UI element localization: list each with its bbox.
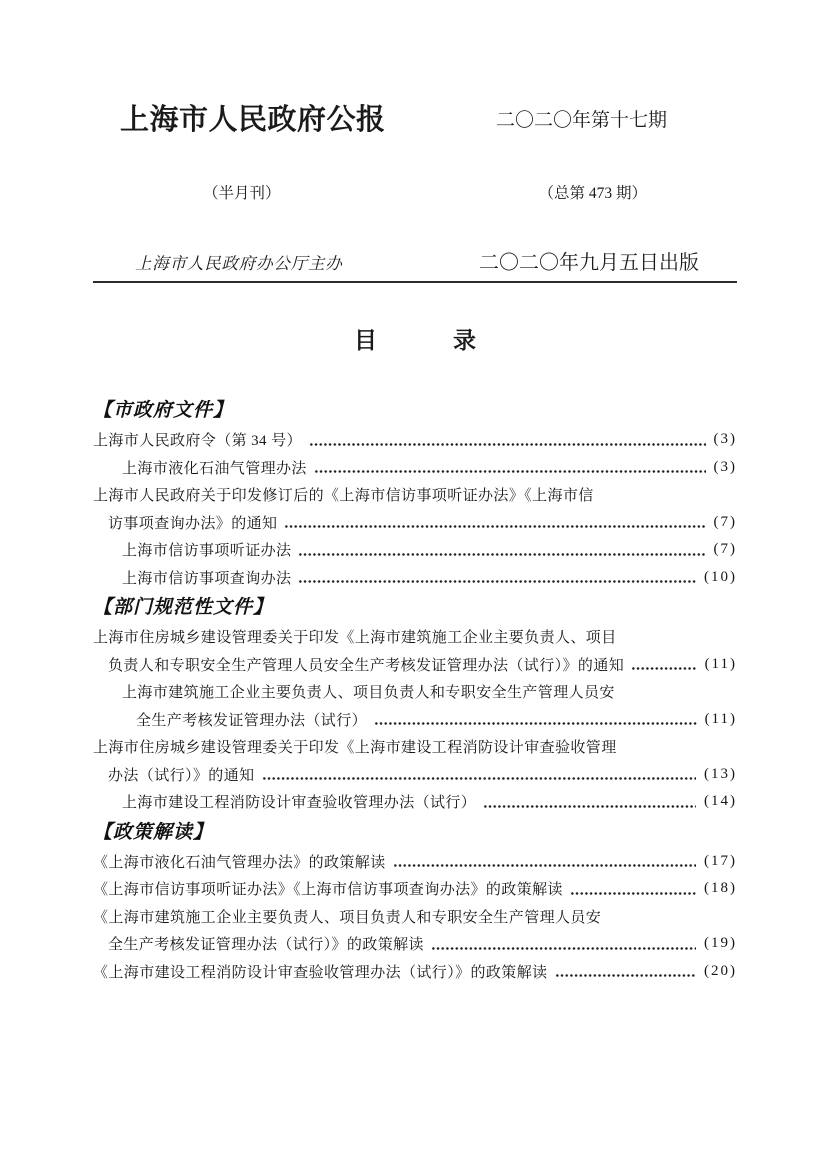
section-heading: 【市政府文件】 bbox=[93, 400, 234, 421]
toc-entry-line bbox=[93, 678, 737, 706]
masthead bbox=[93, 102, 737, 283]
dot-leader bbox=[431, 947, 696, 950]
dot-leader bbox=[314, 470, 706, 473]
toc-entry-text: 负责人和专职安全生产管理人员安全生产考核发证管理办法（试行）》的通知 bbox=[108, 657, 625, 674]
toc-entry-text: 《上海市建设工程消防设计审查验收管理办法（试行）》的政策解读 bbox=[93, 964, 548, 981]
masthead-divider-rule bbox=[93, 281, 737, 283]
toc-entry-text: 上海市人民政府令（第 34 号） bbox=[93, 433, 302, 450]
toc-section bbox=[93, 396, 737, 591]
toc-entry-text: 办法（试行）》的通知 bbox=[108, 767, 255, 784]
page-number: (7) bbox=[713, 513, 737, 530]
masthead-row-publisher bbox=[93, 252, 737, 275]
page-number: (17) bbox=[704, 852, 737, 869]
dot-leader bbox=[631, 667, 696, 670]
toc-entry-line bbox=[93, 930, 737, 958]
toc-entry-line bbox=[93, 564, 737, 592]
dot-leader bbox=[298, 553, 705, 556]
toc-entry-line bbox=[93, 623, 737, 651]
page-number: (11) bbox=[704, 710, 737, 727]
page-number: (3) bbox=[713, 458, 737, 475]
toc-sections bbox=[93, 396, 737, 985]
toc-entry-line bbox=[93, 509, 737, 537]
section-heading: 【部门规范性文件】 bbox=[93, 597, 274, 618]
page-number: (10) bbox=[704, 568, 737, 585]
dot-leader bbox=[393, 864, 696, 867]
publish-date-label: 二〇二〇年九月五日出版 bbox=[479, 252, 699, 274]
toc-entry-text: 上海市建筑施工企业主要负责人、项目负责人和专职安全生产管理人员安 bbox=[122, 685, 615, 702]
toc-entry-line bbox=[93, 481, 737, 509]
toc-section bbox=[93, 593, 737, 816]
dot-leader bbox=[309, 443, 706, 446]
page-number: (7) bbox=[713, 541, 737, 558]
frequency-label: （半月刊） bbox=[203, 185, 281, 202]
toc-entry-line bbox=[93, 903, 737, 931]
dot-leader bbox=[298, 580, 696, 583]
dot-leader bbox=[262, 777, 696, 780]
page-number: (3) bbox=[713, 431, 737, 448]
toc-entry-text: 《上海市建筑施工企业主要负责人、项目负责人和专职安全生产管理人员安 bbox=[93, 909, 602, 926]
dot-leader bbox=[570, 892, 696, 895]
section-rows bbox=[93, 848, 737, 986]
toc-entry-line bbox=[93, 875, 737, 903]
masthead-row-frequency bbox=[93, 183, 737, 205]
toc-entry-line bbox=[93, 848, 737, 876]
toc-entry-text: 访事项查询办法》的通知 bbox=[108, 515, 278, 532]
section-rows bbox=[93, 426, 737, 591]
toc-entry-text: 上海市住房城乡建设管理委关于印发《上海市建筑施工企业主要负责人、项目 bbox=[93, 630, 617, 647]
section-heading: 【政策解读】 bbox=[93, 821, 214, 843]
toc-entry-text: 上海市信访事项听证办法 bbox=[122, 543, 292, 560]
page-number: (13) bbox=[704, 765, 737, 782]
toc-entry-text: 全生产考核发证管理办法（试行）》的政策解读 bbox=[108, 937, 424, 954]
toc-entry-line bbox=[93, 426, 737, 454]
masthead-row-title bbox=[93, 102, 737, 138]
toc-entry-text: 全生产考核发证管理办法（试行） bbox=[136, 712, 368, 729]
toc-entry-line bbox=[93, 788, 737, 816]
toc-entry-text: 上海市住房城乡建设管理委关于印发《上海市建设工程消防设计审查验收管理 bbox=[93, 740, 617, 757]
page-number: (19) bbox=[704, 935, 737, 952]
page-content bbox=[93, 0, 737, 985]
toc-entry-line bbox=[93, 761, 737, 789]
page-number: (20) bbox=[704, 962, 737, 979]
toc-section bbox=[93, 818, 737, 986]
dot-leader bbox=[374, 722, 697, 725]
toc-entry-line bbox=[93, 733, 737, 761]
dot-leader bbox=[555, 974, 696, 977]
section-rows bbox=[93, 623, 737, 816]
toc-entry-line bbox=[93, 536, 737, 564]
toc-entry-text: 《上海市信访事项听证办法》《上海市信访事项查询办法》的政策解读 bbox=[93, 882, 563, 899]
toc-entry-line bbox=[93, 958, 737, 986]
toc-entry-text: 上海市液化石油气管理办法 bbox=[122, 460, 307, 477]
toc-entry-line bbox=[93, 706, 737, 734]
cumulative-issue-label: （总第 473 期） bbox=[538, 185, 647, 202]
dot-leader bbox=[284, 525, 705, 528]
toc-entry-text: 上海市人民政府关于印发修订后的《上海市信访事项听证办法》《上海市信 bbox=[93, 488, 594, 505]
toc-entry-text: 上海市信访事项查询办法 bbox=[122, 570, 292, 587]
toc-entry-line bbox=[93, 454, 737, 482]
toc-title-char-left: 目 bbox=[354, 328, 377, 353]
dot-leader bbox=[483, 805, 696, 808]
page-number: (11) bbox=[704, 655, 737, 672]
toc-title-char-right: 录 bbox=[453, 328, 476, 353]
page-number: (14) bbox=[704, 793, 737, 810]
toc-entry-text: 《上海市液化石油气管理办法》的政策解读 bbox=[93, 854, 386, 871]
toc-entry-text: 上海市建设工程消防设计审查验收管理办法（试行） bbox=[122, 795, 477, 812]
toc-entry-line bbox=[93, 651, 737, 679]
gazette-title: 上海市人民政府公报 bbox=[120, 104, 386, 136]
issue-number: 二〇二〇年第十七期 bbox=[495, 110, 667, 131]
toc-title bbox=[93, 327, 737, 355]
organizer-label: 上海市人民政府办公厅主办 bbox=[135, 254, 343, 273]
page-number: (18) bbox=[704, 880, 737, 897]
